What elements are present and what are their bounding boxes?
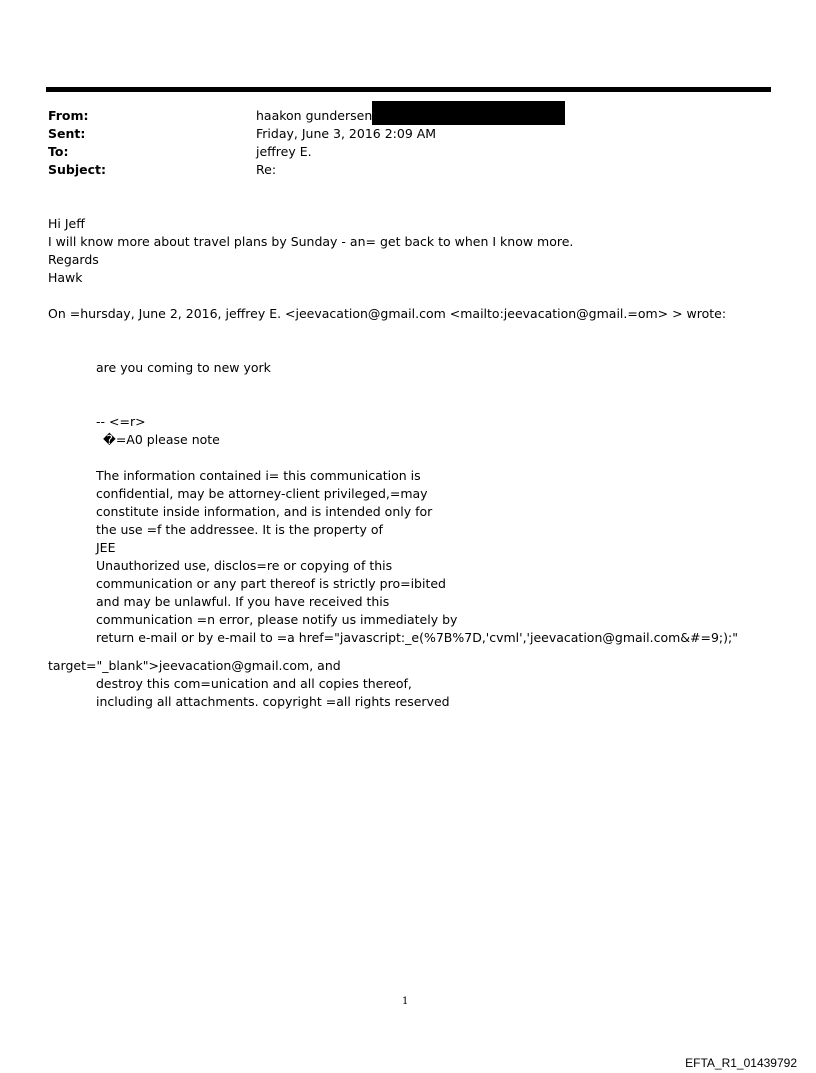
disclaimer-line: JEE (96, 540, 116, 555)
message-line: Hi Jeff (48, 216, 85, 231)
redaction-box (372, 101, 565, 125)
disclaimer-line: confidential, may be attorney-client privileged,=may (96, 486, 428, 501)
disclaimer-line: The information contained i= this communication is (96, 468, 421, 483)
reply-attribution: On =hursday, June 2, 2016, jeffrey E. <jeevacation@gmail.com <mailto:jeevacation@gmail.=om> > wrote: (48, 306, 727, 321)
disclaimer-line: communication or any part thereof is strictly pro=ibited (96, 576, 446, 591)
spacer (48, 287, 726, 305)
message-body (48, 215, 726, 323)
sent-value: Friday, June 3, 2016 2:09 AM (256, 126, 437, 141)
disclaimer-line: communication =n error, please notify us immediately by (96, 612, 458, 627)
sig-separator: -- <=r> (96, 414, 146, 429)
from-value: haakon gundersen (256, 108, 373, 123)
disclaimer-line: return e-mail or by e-mail to =a href="javascript:_e(%7B%7D,'cvml','jeevacation@gmail.com&#=9;);" (96, 630, 738, 645)
to-label: To: (48, 144, 69, 159)
quoted-signature (96, 413, 220, 449)
message-line: Hawk (48, 270, 83, 285)
to-value: jeffrey E. (256, 144, 312, 159)
disclaimer-line: the use =f the addressee. It is the property of (96, 522, 383, 537)
disclaimer-line: constitute inside information, and is intended only for (96, 504, 433, 519)
message-line: I will know more about travel plans by Sunday - an= get back to when I know more. (48, 234, 574, 249)
header-rule (46, 87, 771, 92)
page-number: 1 (402, 996, 409, 1007)
sent-label: Sent: (48, 126, 86, 141)
message-line: Regards (48, 252, 99, 267)
disclaimer-line: destroy this com=unication and all copies thereof, (96, 676, 412, 691)
disclaimer-line: and may be unlawful. If you have received this (96, 594, 390, 609)
disclaimer-block (96, 467, 738, 647)
bates-id: EFTA_R1_01439792 (685, 1056, 797, 1070)
quoted-question: are you coming to new york (96, 360, 271, 375)
disclaimer-line: Unauthorized use, disclos=re or copying of this (96, 558, 393, 573)
from-label: From: (48, 108, 89, 123)
disclaimer-end-block (96, 675, 450, 711)
subject-value: Re: (256, 162, 277, 177)
sig-note: �=A0 please note (103, 432, 220, 447)
subject-label: Subject: (48, 162, 106, 177)
disclaimer-wrap-line: target="_blank">jeevacation@gmail.com, and (48, 658, 341, 673)
disclaimer-line: including all attachments. copyright =all rights reserved (96, 694, 450, 709)
